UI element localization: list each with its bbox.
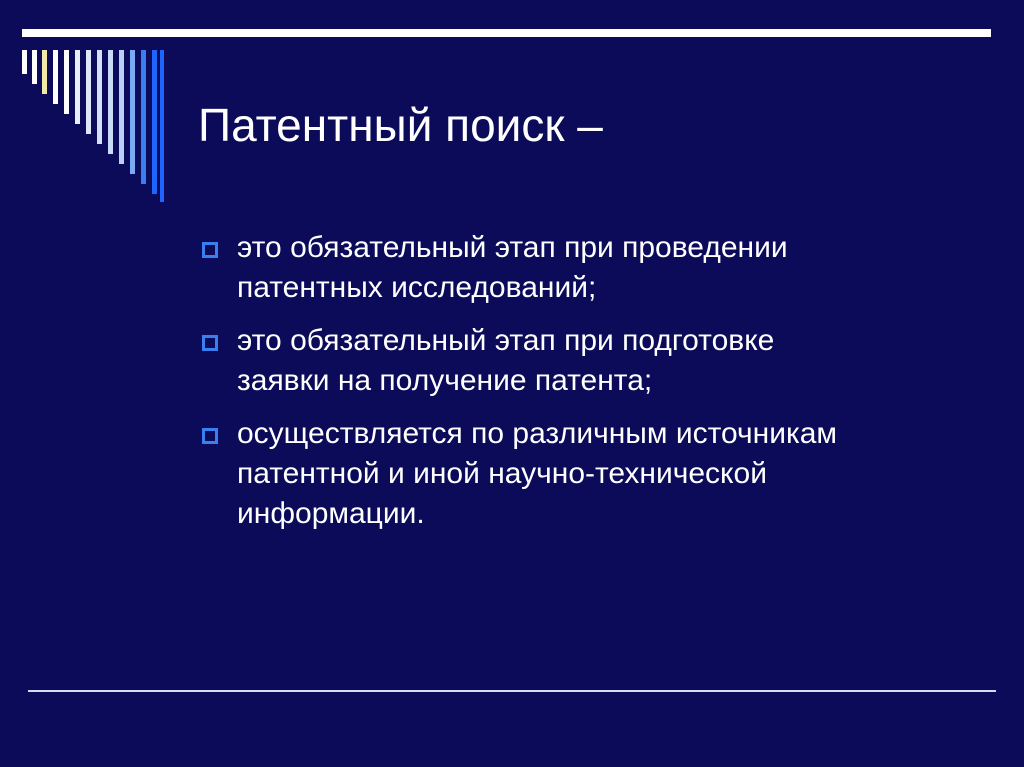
hollow-square-icon [202, 242, 218, 258]
bullet-item [200, 228, 960, 308]
bullet-item [200, 414, 960, 534]
bullet-text-line: осуществляется по различным источникам [237, 417, 838, 450]
stripe-6 [75, 50, 80, 124]
bullet-list [200, 228, 960, 547]
bullet-text-line: заявки на получение патента; [237, 364, 653, 397]
hollow-square-icon [202, 428, 218, 444]
stripe-12 [141, 50, 146, 184]
bullet-text-line: это обязательный этап при проведении [237, 231, 788, 264]
stripe-14 [160, 50, 164, 202]
stripe-3 [42, 50, 47, 94]
stripe-10 [119, 50, 124, 164]
decorative-stripes [0, 0, 180, 210]
stripe-5 [64, 50, 69, 114]
bottom-rule [28, 690, 996, 692]
bullet-text-line: это обязательный этап при подготовке [237, 324, 775, 357]
stripe-11 [130, 50, 135, 174]
bullet-item [200, 321, 960, 401]
bullet-text-line: информации. [237, 497, 425, 530]
stripe-1 [22, 50, 27, 74]
stripe-2 [32, 50, 37, 84]
stripe-7 [86, 50, 91, 134]
bullet-text-line: патентных исследований; [237, 271, 597, 304]
stripe-13 [152, 50, 157, 194]
stripe-8 [97, 50, 102, 144]
bullet-text-line: патентной и иной научно-технической [237, 457, 767, 490]
hollow-square-icon [202, 335, 218, 351]
stripe-9 [108, 50, 113, 154]
slide-title: Патентный поиск – [198, 99, 603, 151]
stripe-4 [53, 50, 58, 104]
